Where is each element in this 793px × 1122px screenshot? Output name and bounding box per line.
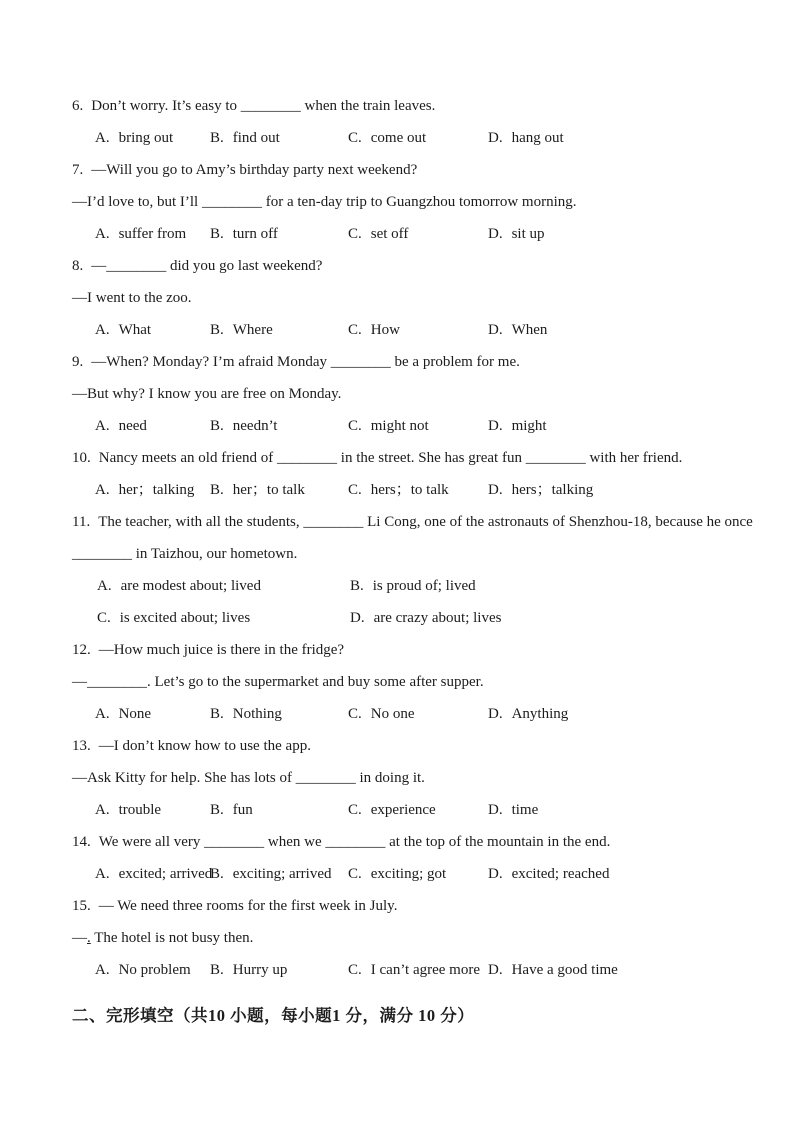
question-11-number: 11. [72, 514, 91, 530]
question-11-text: The teacher, with all the students, ________ Li Cong, one of the astronauts of Shenzhou-18, because he once [98, 514, 753, 530]
option-letter: B. [210, 962, 224, 978]
question-13-options [72, 794, 733, 826]
question-10-option-b [210, 474, 305, 506]
question-11-options-row-2 [72, 602, 733, 634]
option-letter: D. [488, 962, 503, 978]
question-13-option-a [95, 794, 161, 826]
question-8-reply-text: —I went to the zoo. [72, 290, 192, 306]
question-12-stem [72, 634, 733, 666]
option-letter: B. [210, 226, 224, 242]
option-text: needn’t [232, 418, 278, 434]
question-6-text: Don’t worry. It’s easy to ________ when the train leaves. [91, 98, 436, 114]
question-7-option-a [95, 218, 186, 250]
option-letter: C. [348, 418, 362, 434]
question-8-option-a [95, 314, 151, 346]
question-7-reply [72, 186, 733, 218]
question-9-option-b [210, 410, 277, 442]
question-14-text: We were all very ________ when we ________ at the top of the mountain in the end. [98, 834, 611, 850]
option-letter: C. [348, 962, 362, 978]
question-15-text: — We need three rooms for the first week in July. [98, 898, 398, 914]
option-text: experience [370, 802, 436, 818]
option-letter: B. [210, 706, 224, 722]
question-6-number: 6. [72, 98, 84, 114]
question-15-reply [72, 922, 733, 954]
question-12-reply-text: —________. Let’s go to the supermarket and buy some after supper. [72, 674, 484, 690]
question-6-option-d [488, 122, 564, 154]
question-15-reply-dash: — [72, 930, 87, 946]
question-11-continuation-text: ________ in Taizhou, our hometown. [72, 546, 298, 562]
question-13-reply [72, 762, 733, 794]
option-text: Anything [511, 706, 569, 722]
option-text: trouble [118, 802, 162, 818]
question-11-option-d [350, 602, 501, 634]
option-letter: A. [95, 418, 110, 434]
option-text: might [511, 418, 547, 434]
question-11-option-c [97, 602, 250, 634]
option-text: need [118, 418, 147, 434]
option-text: her；talking [118, 482, 195, 498]
question-13-option-d [488, 794, 538, 826]
option-letter: B. [210, 802, 224, 818]
option-letter: C. [348, 130, 362, 146]
option-text: come out [370, 130, 427, 146]
section-2-header-text: 二、完形填空（共10 小题，每小题1 分，满分 10 分） [72, 1006, 475, 1025]
question-13-number: 13. [72, 738, 91, 754]
question-8-stem [72, 250, 733, 282]
option-letter: A. [95, 322, 110, 338]
question-14-option-c [348, 858, 446, 890]
option-letter: B. [210, 322, 224, 338]
question-15-reply-text: The hotel is not busy then. [90, 930, 254, 946]
question-9-option-a [95, 410, 147, 442]
option-text: When [511, 322, 548, 338]
option-letter: D. [488, 706, 503, 722]
question-15-option-c [348, 954, 480, 986]
option-letter: D. [488, 322, 503, 338]
question-8-number: 8. [72, 258, 84, 274]
question-11-options-row-1 [72, 570, 733, 602]
question-6-option-c [348, 122, 426, 154]
option-text: What [118, 322, 152, 338]
question-13-option-c [348, 794, 436, 826]
option-text: fun [232, 802, 253, 818]
option-letter: C. [348, 866, 362, 882]
option-letter: D. [350, 610, 365, 626]
question-7-options [72, 218, 733, 250]
option-text: How [370, 322, 400, 338]
question-6-stem [72, 90, 733, 122]
question-12-option-b [210, 698, 282, 730]
question-11-option-a [97, 570, 261, 602]
option-letter: D. [488, 866, 503, 882]
question-15-stem [72, 890, 733, 922]
option-letter: D. [488, 418, 503, 434]
question-12-options [72, 698, 733, 730]
option-letter: A. [95, 962, 110, 978]
question-15-options [72, 954, 733, 986]
option-text: her；to talk [232, 482, 305, 498]
option-text: exciting; got [370, 866, 447, 882]
option-letter: C. [348, 706, 362, 722]
question-15-number: 15. [72, 898, 91, 914]
option-text: sit up [511, 226, 545, 242]
option-letter: C. [348, 802, 362, 818]
option-letter: B. [210, 130, 224, 146]
question-13-stem [72, 730, 733, 762]
question-12-reply [72, 666, 733, 698]
option-letter: D. [488, 482, 503, 498]
option-text: hang out [511, 130, 564, 146]
question-10-option-a [95, 474, 194, 506]
question-11-stem [72, 506, 753, 538]
question-15-option-a [95, 954, 191, 986]
option-text: hers；talking [511, 482, 594, 498]
option-letter: C. [348, 322, 362, 338]
question-9-number: 9. [72, 354, 84, 370]
option-text: find out [232, 130, 280, 146]
option-letter: D. [488, 226, 503, 242]
option-text: I can’t agree more [370, 962, 481, 978]
option-letter: D. [488, 802, 503, 818]
question-6-option-b [210, 122, 280, 154]
question-8-reply [72, 282, 733, 314]
option-text: set off [370, 226, 409, 242]
option-letter: B. [350, 578, 364, 594]
option-text: excited; arrived [118, 866, 213, 882]
question-10-option-d [488, 474, 593, 506]
question-10-option-c [348, 474, 449, 506]
question-9-text: —When? Monday? I’m afraid Monday ________ be a problem for me. [91, 354, 520, 370]
question-7-option-c [348, 218, 408, 250]
option-text: exciting; arrived [232, 866, 332, 882]
question-11-continuation [72, 538, 733, 570]
option-letter: D. [488, 130, 503, 146]
option-text: hers；to talk [370, 482, 449, 498]
question-14-option-b [210, 858, 331, 890]
option-text: excited; reached [511, 866, 610, 882]
question-14-option-d [488, 858, 609, 890]
question-14-options [72, 858, 733, 890]
option-text: None [118, 706, 152, 722]
option-text: suffer from [118, 226, 187, 242]
option-letter: B. [210, 866, 224, 882]
question-13-option-b [210, 794, 253, 826]
question-7-option-d [488, 218, 545, 250]
question-8-text: —________ did you go last weekend? [91, 258, 323, 274]
question-15-reply-blank-dot: . [87, 930, 91, 946]
question-12-option-c [348, 698, 415, 730]
question-10-number: 10. [72, 450, 91, 466]
option-text: bring out [118, 130, 174, 146]
question-14-option-a [95, 858, 212, 890]
question-7-reply-text: —I’d love to, but I’ll ________ for a ten-day trip to Guangzhou tomorrow morning. [72, 194, 577, 210]
question-9-reply-text: —But why? I know you are free on Monday. [72, 386, 342, 402]
option-letter: A. [95, 482, 110, 498]
option-letter: A. [95, 866, 110, 882]
option-text: are modest about; lived [120, 578, 261, 594]
option-letter: B. [210, 418, 224, 434]
question-13-reply-text: —Ask Kitty for help. She has lots of ________ in doing it. [72, 770, 425, 786]
question-12-text: —How much juice is there in the fridge? [98, 642, 345, 658]
option-letter: C. [97, 610, 111, 626]
option-letter: B. [210, 482, 224, 498]
question-14-number: 14. [72, 834, 91, 850]
question-9-option-c [348, 410, 429, 442]
question-8-options [72, 314, 733, 346]
question-6-option-a [95, 122, 173, 154]
option-text: is proud of; lived [372, 578, 476, 594]
question-8-option-b [210, 314, 273, 346]
question-7-option-b [210, 218, 278, 250]
question-10-text: Nancy meets an old friend of ________ in the street. She has great fun ________ with her friend. [98, 450, 683, 466]
option-letter: A. [95, 802, 110, 818]
question-12-option-d [488, 698, 568, 730]
question-9-reply [72, 378, 733, 410]
question-12-option-a [95, 698, 151, 730]
option-letter: C. [348, 482, 362, 498]
option-text: might not [370, 418, 429, 434]
option-letter: C. [348, 226, 362, 242]
option-text: Have a good time [511, 962, 618, 978]
option-text: Where [232, 322, 273, 338]
option-text: are crazy about; lives [373, 610, 502, 626]
question-14-stem [72, 826, 733, 858]
section-2-header [72, 1000, 733, 1032]
option-text: Nothing [232, 706, 282, 722]
option-text: is excited about; lives [119, 610, 251, 626]
question-9-stem [72, 346, 733, 378]
option-text: No one [370, 706, 415, 722]
option-letter: A. [95, 226, 110, 242]
question-8-option-c [348, 314, 400, 346]
option-text: time [511, 802, 539, 818]
option-text: turn off [232, 226, 278, 242]
question-7-stem [72, 154, 733, 186]
question-10-stem [72, 442, 733, 474]
option-letter: A. [95, 706, 110, 722]
option-text: No problem [118, 962, 191, 978]
question-15-option-b [210, 954, 287, 986]
question-9-option-d [488, 410, 547, 442]
question-7-text: —Will you go to Amy’s birthday party next weekend? [91, 162, 418, 178]
option-letter: A. [95, 130, 110, 146]
option-text: Hurry up [232, 962, 288, 978]
option-letter: A. [97, 578, 112, 594]
question-8-option-d [488, 314, 547, 346]
question-7-number: 7. [72, 162, 84, 178]
question-6-options [72, 122, 733, 154]
question-10-options [72, 474, 733, 506]
question-9-options [72, 410, 733, 442]
question-12-number: 12. [72, 642, 91, 658]
question-13-text: —I don’t know how to use the app. [98, 738, 311, 754]
question-15-option-d [488, 954, 618, 986]
question-11-option-b [350, 570, 476, 602]
